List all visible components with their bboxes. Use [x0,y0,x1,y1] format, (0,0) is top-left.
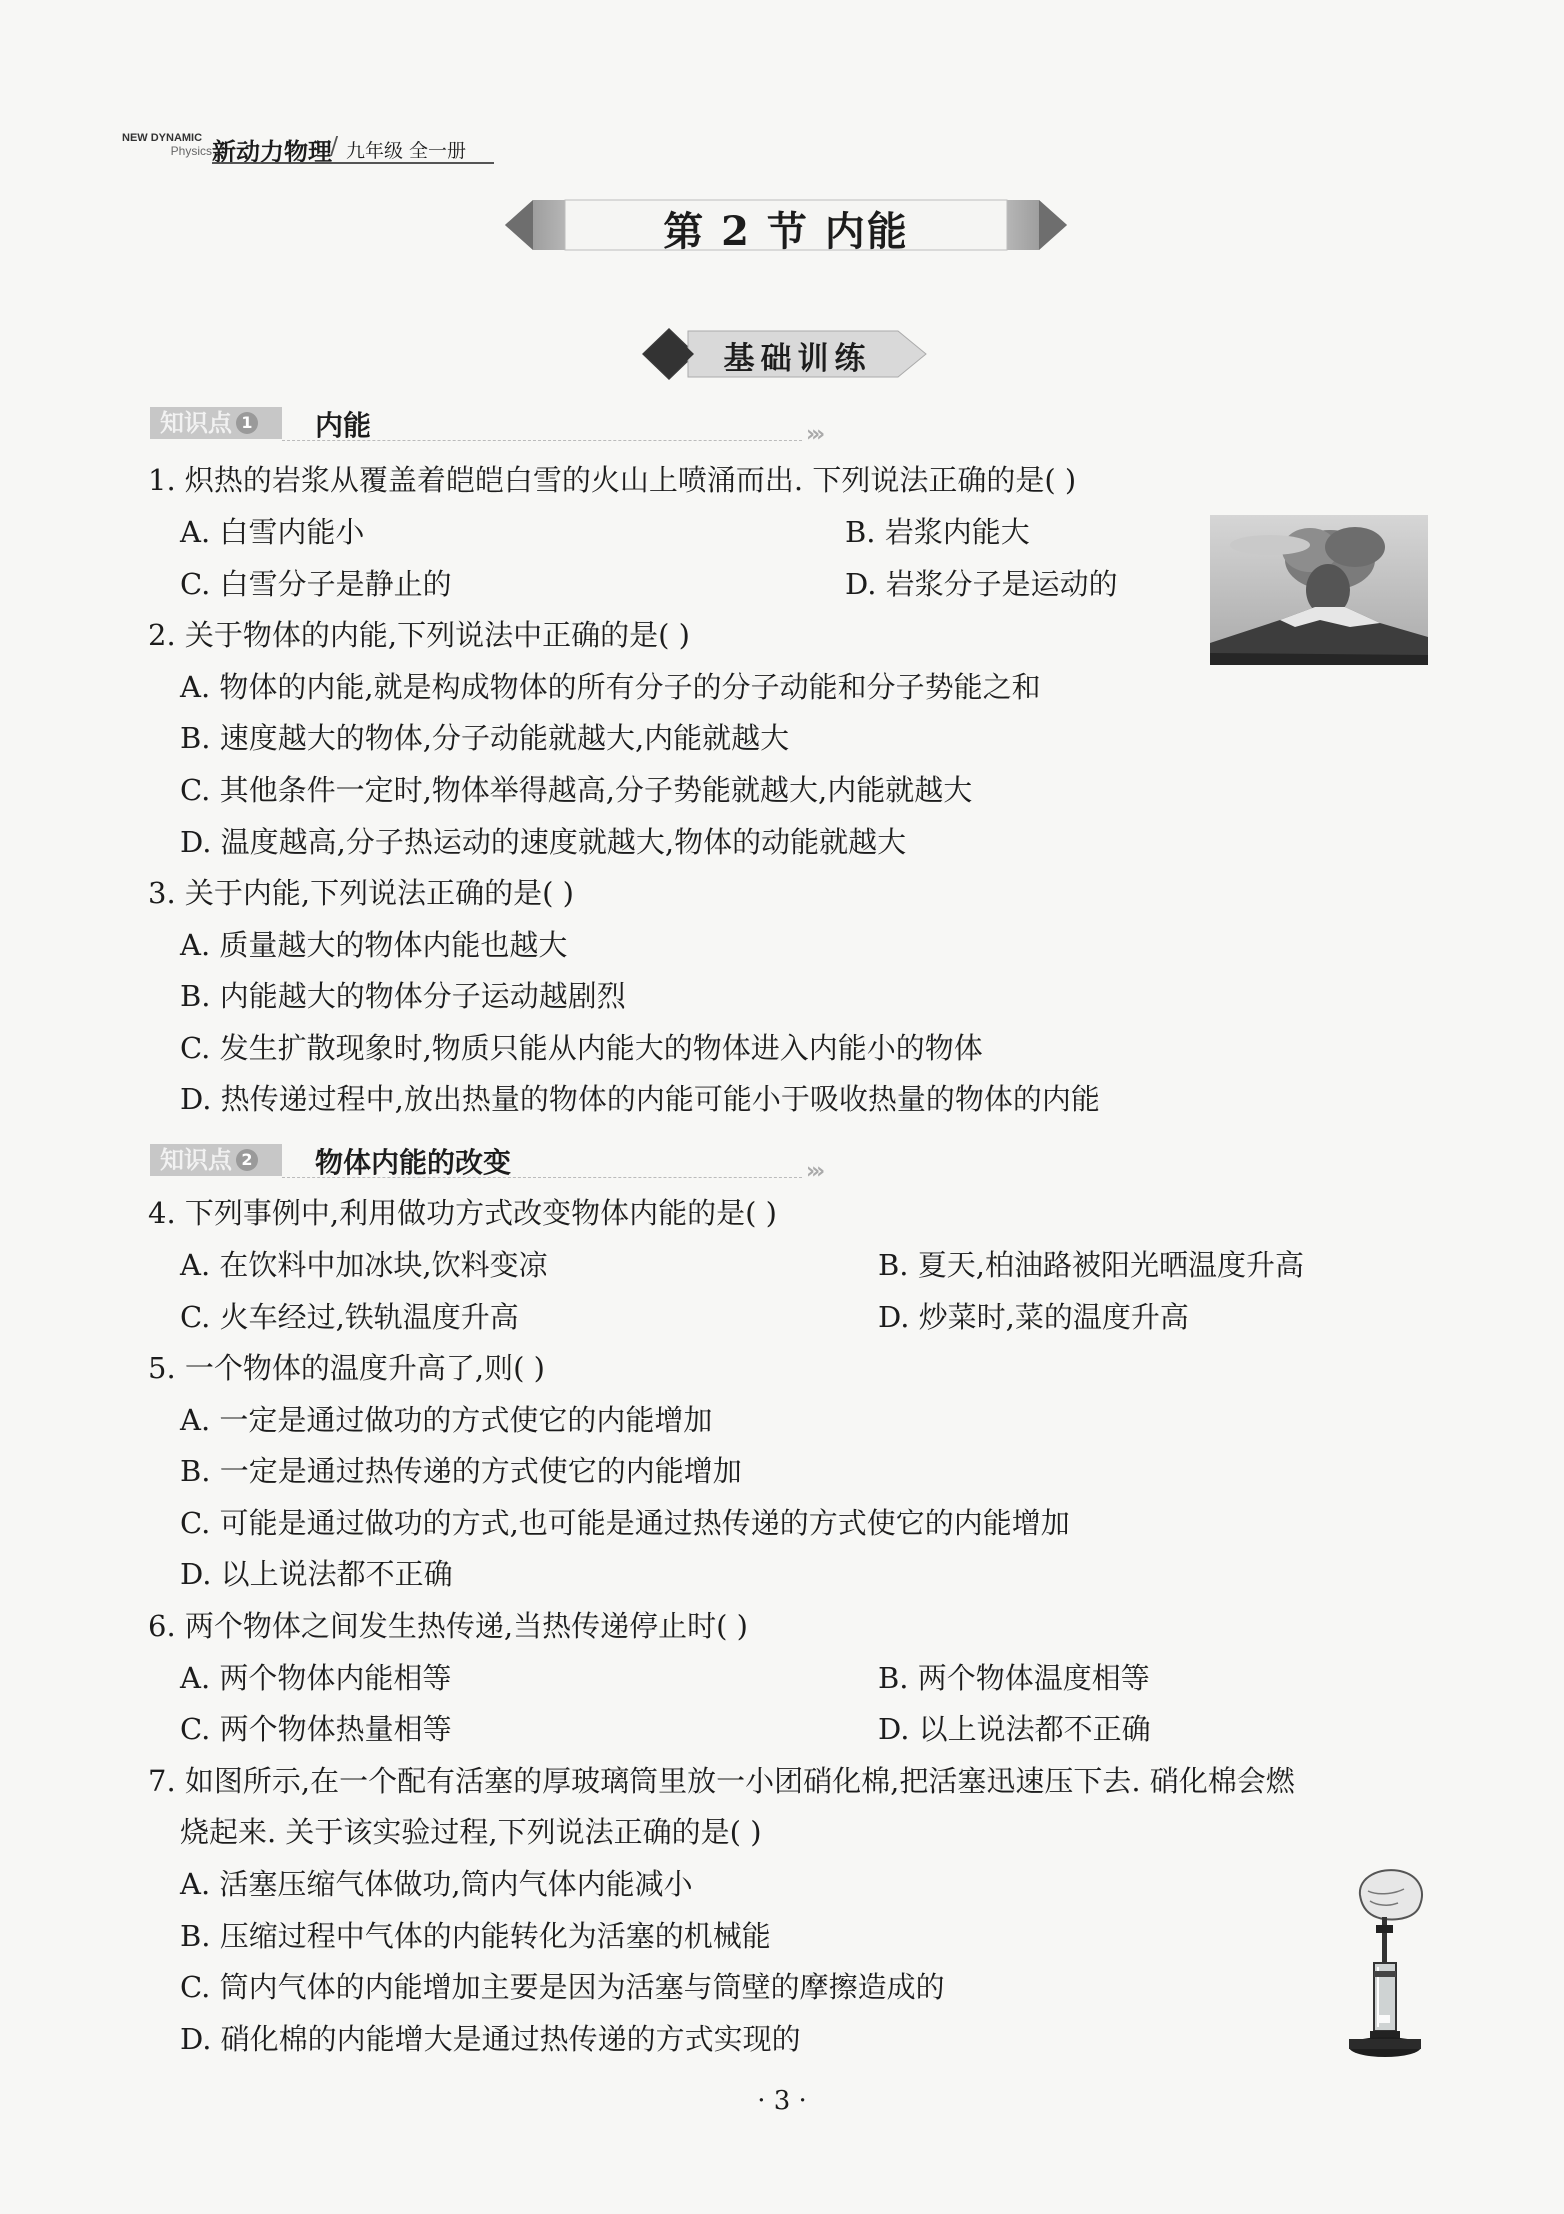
knowledge-point-tag-label: 知识点 [160,409,232,437]
q7-option-c: C. 筒内气体的内能增加主要是因为活塞与筒壁的摩擦造成的 [180,1970,945,2004]
q6-option-d: D. 以上说法都不正确 [878,1712,1151,1746]
piston-apparatus-image [1340,1865,1430,2063]
q2-option-c: C. 其他条件一定时,物体举得越高,分子势能就越大,内能就越大 [180,773,973,807]
q6-option-a: A. 两个物体内能相等 [180,1661,452,1695]
knowledge-point-number: 2 [236,1149,258,1171]
q3-option-d: D. 热传递过程中,放出热量的物体的内能可能小于吸收热量的物体的内能 [180,1082,1100,1116]
q3-option-a: A. 质量越大的物体内能也越大 [180,928,568,962]
header-separator: / [330,132,339,160]
q4-option-d: D. 炒菜时,菜的温度升高 [878,1300,1189,1334]
q5-option-a: A. 一定是通过做功的方式使它的内能增加 [180,1403,713,1437]
q2-option-a: A. 物体的内能,就是构成物体的所有分子的分子动能和分子势能之和 [180,670,1041,704]
header-underline [212,162,494,164]
q5-option-c: C. 可能是通过做功的方式,也可能是通过热传递的方式使它的内能增加 [180,1506,1070,1540]
q7-stem-line-1: 7. 如图所示,在一个配有活塞的厚玻璃筒里放一小团硝化棉,把活塞迅速压下去. 硝化棉会燃 [148,1764,1295,1798]
q1-option-a: A. 白雪内能小 [180,515,365,549]
q6-option-b: B. 两个物体温度相等 [878,1661,1150,1695]
q2-option-d: D. 温度越高,分子热运动的速度就越大,物体的动能就越大 [180,825,907,859]
q4-option-b: B. 夏天,柏油路被阳光晒温度升高 [878,1248,1304,1282]
series-title: 新动力物理 [212,137,332,166]
q7-stem-line-2: 烧起来. 关于该实验过程,下列说法正确的是( ) [180,1815,762,1849]
knowledge-point-1-tag [150,407,282,439]
q7-option-d: D. 硝化棉的内能增大是通过热传递的方式实现的 [180,2022,801,2056]
q1-option-b: B. 岩浆内能大 [845,515,1030,549]
knowledge-point-2-title: 物体内能的改变 [315,1146,512,1179]
knowledge-point-1-rule [282,440,802,441]
q1-stem: 1. 炽热的岩浆从覆盖着皑皑白雪的火山上喷涌而出. 下列说法正确的是( ) [148,463,1077,497]
training-title: 基础训练 [723,341,872,377]
q7-option-a: A. 活塞压缩气体做功,筒内气体内能减小 [180,1867,693,1901]
chevrons-icon: ››› [806,1159,822,1184]
q6-option-c: C. 两个物体热量相等 [180,1712,452,1746]
q4-stem: 4. 下列事例中,利用做功方式改变物体内能的是( ) [148,1196,777,1230]
q2-stem: 2. 关于物体的内能,下列说法中正确的是( ) [148,618,690,652]
q7-option-b: B. 压缩过程中气体的内能转化为活塞的机械能 [180,1919,771,1953]
section-title: 第 2 节 内能 [663,208,909,255]
volcano-image [1210,515,1428,665]
knowledge-point-1-title: 内能 [315,409,372,442]
q3-stem: 3. 关于内能,下列说法正确的是( ) [148,876,574,910]
knowledge-point-number: 1 [236,412,258,434]
q6-stem: 6. 两个物体之间发生热传递,当热传递停止时( ) [148,1609,748,1643]
q5-option-d: D. 以上说法都不正确 [180,1557,453,1591]
knowledge-point-2-rule [282,1177,802,1178]
brand-top-text: NEW DYNAMIC [122,132,203,144]
q4-option-a: A. 在饮料中加冰块,饮料变凉 [180,1248,548,1282]
q3-option-b: B. 内能越大的物体分子运动越剧烈 [180,979,626,1013]
q1-option-c: C. 白雪分子是静止的 [180,567,452,601]
q2-option-b: B. 速度越大的物体,分子动能就越大,内能就越大 [180,721,790,755]
brand-logo [122,133,212,157]
q3-option-c: C. 发生扩散现象时,物质只能从内能大的物体进入内能小的物体 [180,1031,983,1065]
knowledge-point-2-tag [150,1144,282,1176]
page-number: · 3 · [757,2086,807,2116]
knowledge-point-tag-label: 知识点 [160,1146,232,1174]
q5-option-b: B. 一定是通过热传递的方式使它的内能增加 [180,1454,742,1488]
q1-option-d: D. 岩浆分子是运动的 [845,567,1118,601]
chevrons-icon: ››› [806,422,822,447]
grade-label: 九年级 全一册 [346,140,467,162]
q5-stem: 5. 一个物体的温度升高了,则( ) [148,1351,545,1385]
q4-option-c: C. 火车经过,铁轨温度升高 [180,1300,519,1334]
brand-bottom-text: Physics [170,144,212,158]
